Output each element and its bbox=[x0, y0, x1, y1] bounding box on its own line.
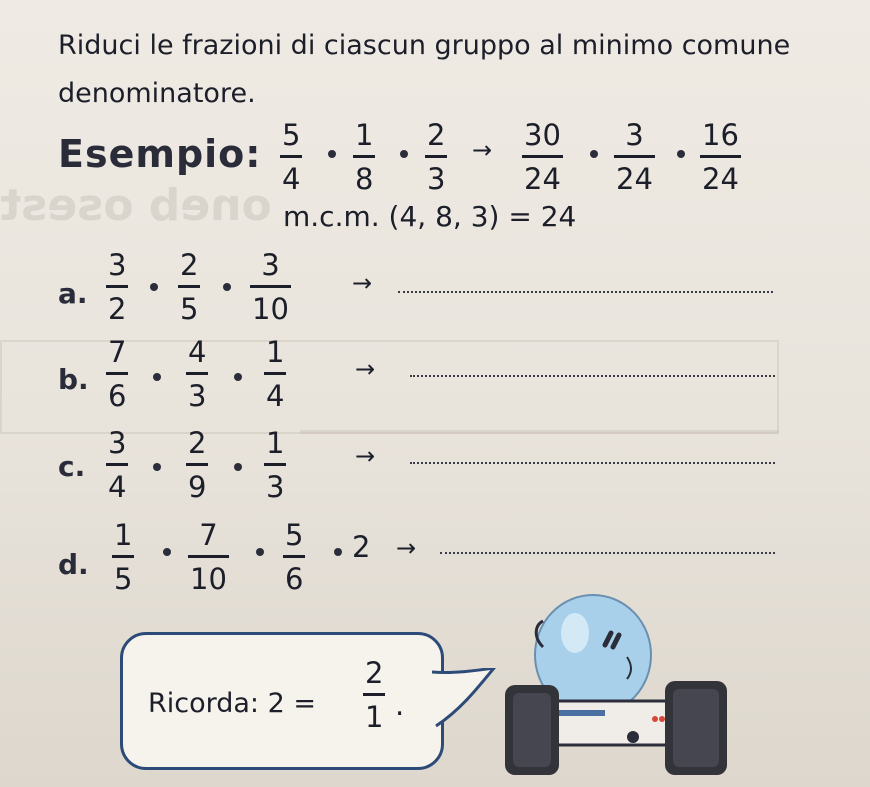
fraction bbox=[188, 518, 229, 596]
numerator: 5 bbox=[285, 518, 304, 552]
denominator: 1 bbox=[365, 700, 384, 734]
fraction-bar bbox=[106, 285, 128, 288]
fraction bbox=[106, 335, 128, 413]
separator-dot bbox=[234, 463, 242, 471]
bleed-through-grid bbox=[300, 430, 779, 434]
integer-value: 2 bbox=[352, 530, 371, 564]
fraction bbox=[186, 426, 208, 504]
separator-dot bbox=[328, 150, 336, 158]
fraction-bar bbox=[186, 463, 208, 466]
fraction-bar bbox=[112, 555, 134, 558]
reminder-period: . bbox=[395, 688, 405, 722]
denominator: 5 bbox=[114, 562, 133, 596]
robot-mascot-illustration bbox=[505, 585, 735, 785]
fraction bbox=[112, 518, 134, 596]
fraction-bar bbox=[106, 372, 128, 375]
fraction-bar bbox=[280, 155, 302, 158]
denominator: 3 bbox=[188, 379, 207, 413]
numerator: 7 bbox=[199, 518, 218, 552]
denominator: 3 bbox=[427, 162, 446, 196]
numerator: 2 bbox=[427, 118, 446, 152]
fraction bbox=[178, 248, 200, 326]
fraction bbox=[264, 335, 286, 413]
instruction-text: Riduci le frazioni di ciascun gruppo al minimo comune denominatore. bbox=[58, 30, 791, 109]
numerator: 3 bbox=[108, 248, 127, 282]
denominator: 4 bbox=[108, 470, 127, 504]
denominator: 6 bbox=[285, 562, 304, 596]
denominator: 24 bbox=[702, 162, 739, 196]
denominator: 24 bbox=[524, 162, 561, 196]
separator-dot bbox=[150, 283, 158, 291]
fraction bbox=[106, 426, 128, 504]
denominator: 24 bbox=[616, 162, 653, 196]
fraction-bar bbox=[363, 693, 385, 696]
denominator: 2 bbox=[108, 292, 127, 326]
numerator: 2 bbox=[188, 426, 207, 460]
denominator: 8 bbox=[355, 162, 374, 196]
fraction bbox=[522, 118, 563, 196]
answer-line[interactable] bbox=[410, 462, 775, 464]
numerator: 1 bbox=[266, 426, 285, 460]
fraction bbox=[250, 248, 291, 326]
answer-line[interactable] bbox=[410, 375, 775, 377]
fraction-bar bbox=[283, 555, 305, 558]
fraction-bar bbox=[106, 463, 128, 466]
fraction-bar bbox=[353, 155, 375, 158]
denominator: 3 bbox=[266, 470, 285, 504]
numerator: 16 bbox=[702, 118, 739, 152]
exercise-letter: c. bbox=[58, 450, 86, 483]
denominator: 5 bbox=[180, 292, 199, 326]
denominator: 10 bbox=[190, 562, 227, 596]
fraction bbox=[283, 518, 305, 596]
denominator: 4 bbox=[266, 379, 285, 413]
answer-line[interactable] bbox=[440, 552, 775, 554]
arrow-icon: → bbox=[396, 534, 417, 562]
numerator: 3 bbox=[625, 118, 644, 152]
fraction-bar bbox=[186, 372, 208, 375]
fraction bbox=[614, 118, 655, 196]
answer-line[interactable] bbox=[398, 291, 773, 293]
reminder-label: Ricorda: 2 = bbox=[148, 688, 316, 719]
fraction bbox=[106, 248, 128, 326]
fraction bbox=[186, 335, 208, 413]
fraction-bar bbox=[425, 155, 447, 158]
separator-dot bbox=[153, 373, 161, 381]
fraction bbox=[264, 426, 286, 504]
separator-dot bbox=[163, 548, 171, 556]
bleed-through-text: oneb osest bbox=[0, 180, 272, 231]
fraction-bar bbox=[188, 555, 229, 558]
fraction-bar bbox=[264, 372, 286, 375]
separator-dot bbox=[234, 373, 242, 381]
denominator: 4 bbox=[282, 162, 301, 196]
numerator: 3 bbox=[108, 426, 127, 460]
fraction bbox=[425, 118, 447, 196]
reminder-fraction bbox=[363, 656, 385, 734]
numerator: 1 bbox=[266, 335, 285, 369]
denominator: 9 bbox=[188, 470, 207, 504]
exercise-letter: b. bbox=[58, 363, 89, 396]
numerator: 7 bbox=[108, 335, 127, 369]
separator-dot bbox=[677, 150, 685, 158]
fraction-bar bbox=[614, 155, 655, 158]
separator-dot bbox=[223, 283, 231, 291]
fraction-bar bbox=[522, 155, 563, 158]
example-label: Esempio: bbox=[58, 132, 262, 176]
separator-dot bbox=[400, 150, 408, 158]
numerator: 2 bbox=[180, 248, 199, 282]
fraction-bar bbox=[178, 285, 200, 288]
numerator: 5 bbox=[282, 118, 301, 152]
numerator: 1 bbox=[355, 118, 374, 152]
fraction bbox=[353, 118, 375, 196]
exercise-letter: d. bbox=[58, 548, 89, 581]
separator-dot bbox=[334, 548, 342, 556]
speech-bubble-tail bbox=[432, 668, 502, 738]
separator-dot bbox=[256, 548, 264, 556]
numerator: 4 bbox=[188, 335, 207, 369]
separator-dot bbox=[153, 463, 161, 471]
exercise-letter: a. bbox=[58, 277, 88, 310]
reminder-text bbox=[148, 688, 316, 719]
fraction bbox=[280, 118, 302, 196]
fraction-bar bbox=[700, 155, 741, 158]
fraction-bar bbox=[250, 285, 291, 288]
denominator: 6 bbox=[108, 379, 127, 413]
separator-dot bbox=[590, 150, 598, 158]
arrow-icon: → bbox=[352, 269, 373, 297]
fraction-bar bbox=[264, 463, 286, 466]
arrow-icon: → bbox=[355, 355, 376, 383]
arrow-icon: → bbox=[355, 442, 376, 470]
fraction bbox=[700, 118, 741, 196]
numerator: 3 bbox=[261, 248, 280, 282]
denominator: 10 bbox=[252, 292, 289, 326]
mcm-line: m.c.m. (4, 8, 3) = 24 bbox=[283, 200, 577, 233]
numerator: 1 bbox=[114, 518, 133, 552]
numerator: 2 bbox=[365, 656, 384, 690]
numerator: 30 bbox=[524, 118, 561, 152]
arrow-icon: → bbox=[472, 136, 493, 164]
